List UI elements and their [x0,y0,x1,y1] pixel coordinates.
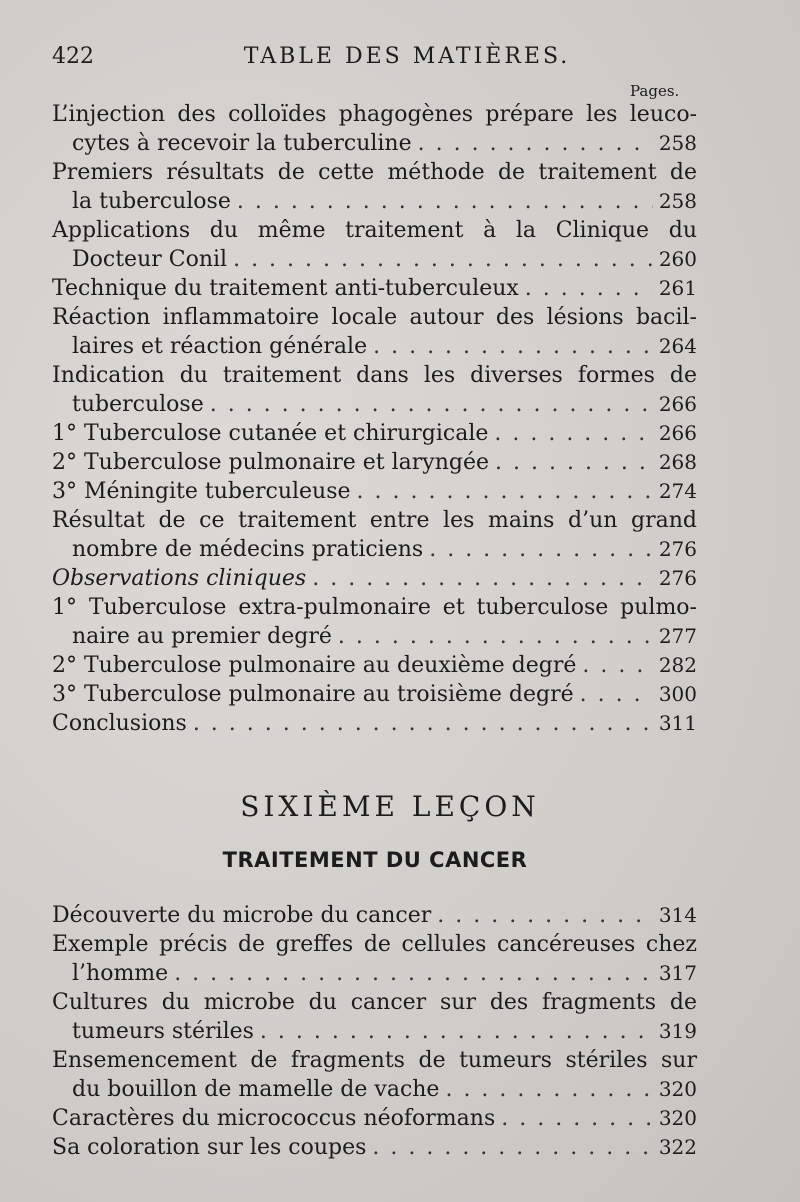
dot-leader [373,332,653,361]
toc-entry [52,564,697,593]
toc-entry-final-line [52,622,697,651]
dot-leader [437,901,653,930]
toc-entry-final-line [52,332,697,361]
toc-entry-title: Observations cliniques [52,566,307,591]
toc-entry-page-number: 268 [658,450,697,474]
toc-entry-title: Technique du traitement anti-tuberculeux [52,276,519,301]
toc-entry [52,1104,697,1133]
pages-column-label: Pages. [630,82,680,100]
toc-entry-title: du bouillon de mamelle de vache [72,1077,440,1102]
toc-entry-final-line [52,448,697,477]
toc-list-tuberculosis [52,100,697,738]
toc-entry [52,100,697,158]
toc-entry [52,1046,697,1104]
toc-list-cancer [52,901,697,1162]
dot-leader [210,390,653,419]
toc-entry [52,419,697,448]
toc-entry-page-number: 282 [658,653,697,677]
toc-entry-page-number: 317 [658,961,697,985]
toc-entry-page-number: 266 [658,421,697,445]
toc-entry-text-line: Exemple précis de greffes de cellules cancéreuses chez [52,932,697,957]
toc-entry-title: Découverte du microbe du cancer [52,903,432,928]
dot-leader [174,959,653,988]
dot-leader [582,651,652,680]
toc-entry-page-number: 266 [658,392,697,416]
toc-entry-text-line: 1° Tuberculose extra-pulmonaire et tuberculose pulmo- [52,595,697,620]
toc-entry-text-line: Réaction inflammatoire locale autour des lésions bacil- [52,305,697,330]
dot-leader [429,535,653,564]
toc-entry-text-line: Indication du traitement dans les diverses formes de [52,363,697,388]
toc-entry-final-line [52,1017,697,1046]
toc-entry-title: 3° Méningite tuberculeuse [52,479,351,504]
toc-entry-title: 1° Tuberculose cutanée et chirurgicale [52,421,489,446]
toc-entry-title: l’homme [72,961,169,986]
dot-leader [580,680,653,709]
dot-leader [260,1017,653,1046]
toc-entry [52,506,697,564]
dot-leader [445,1075,652,1104]
running-title: TABLE DES MATIÈRES. [243,44,571,69]
toc-entry-title: 2° Tuberculose pulmonaire et laryngée [52,450,490,475]
toc-entry-title: Conclusions [52,711,187,736]
toc-entry-title: laires et réaction générale [72,334,368,359]
toc-entry-final-line [52,1075,697,1104]
section-title: TRAITEMENT DU CANCER [222,848,528,872]
toc-entry-page-number: 276 [658,537,697,561]
dot-leader [357,477,653,506]
dot-leader [372,1133,652,1162]
toc-entry-title: tuberculose [72,392,204,417]
toc-entry-page-number: 260 [658,247,697,271]
toc-entry-final-line [52,129,697,158]
toc-entry [52,988,697,1046]
dot-leader [501,1104,653,1133]
toc-entry-page-number: 311 [658,711,697,735]
dot-leader [312,564,653,593]
dot-leader [193,709,653,738]
toc-entry-page-number: 274 [658,479,697,503]
toc-entry-final-line [52,959,697,988]
toc-entry-title: 3° Tuberculose pulmonaire au troisième degré [52,682,574,707]
dot-leader [525,274,653,303]
toc-entry-title: nombre de médecins praticiens [72,537,424,562]
toc-entry-final-line [52,1104,697,1133]
page-number: 422 [52,44,94,69]
toc-entry-page-number: 322 [658,1135,697,1159]
toc-entry-final-line [52,564,697,593]
toc-entry-final-line [52,390,697,419]
toc-entry-page-number: 276 [658,566,697,590]
toc-entry-text-line: Applications du même traitement à la Clinique du [52,218,697,243]
toc-entry-final-line [52,245,697,274]
toc-entry-final-line [52,709,697,738]
toc-entry-final-line [52,651,697,680]
toc-entry-title: Docteur Conil [72,247,228,272]
toc-entry [52,477,697,506]
toc-entry-page-number: 300 [658,682,697,706]
toc-entry-title: Caractères du micrococcus néoformans [52,1106,496,1131]
toc-entry-text-line: L’injection des colloïdes phagogènes prépare les leuco- [52,102,697,127]
lecon-title: SIXIÈME LEÇON [240,790,540,823]
toc-entry-title: la tuberculose [72,189,231,214]
toc-entry [52,216,697,274]
toc-entry-title: Sa coloration sur les coupes [52,1135,367,1160]
toc-entry-page-number: 258 [658,131,697,155]
toc-entry-text-line: Cultures du microbe du cancer sur des fragments de [52,990,697,1015]
dot-leader [233,245,653,274]
dot-leader [494,419,652,448]
toc-entry-page-number: 320 [658,1106,697,1130]
toc-entry [52,709,697,738]
toc-entry [52,361,697,419]
toc-entry-page-number: 319 [658,1019,697,1043]
toc-entry-page-number: 320 [658,1077,697,1101]
toc-entry-final-line [52,477,697,506]
toc-entry-final-line [52,187,697,216]
toc-entry [52,680,697,709]
toc-entry [52,158,697,216]
toc-entry-final-line [52,274,697,303]
toc-entry [52,930,697,988]
toc-entry-final-line [52,680,697,709]
toc-entry-title: naire au premier degré [72,624,332,649]
toc-entry [52,303,697,361]
toc-entry-page-number: 261 [658,276,697,300]
toc-entry-page-number: 314 [658,903,697,927]
toc-entry-title: cytes à recevoir la tuberculine [72,131,412,156]
toc-entry-final-line [52,535,697,564]
toc-entry [52,901,697,930]
toc-entry [52,1133,697,1162]
toc-entry-page-number: 277 [658,624,697,648]
toc-entry-page-number: 264 [658,334,697,358]
toc-entry-final-line [52,1133,697,1162]
dot-leader [237,187,653,216]
toc-entry-text-line: Premiers résultats de cette méthode de traitement de [52,160,697,185]
toc-entry-final-line [52,419,697,448]
toc-entry-text-line: Résultat de ce traitement entre les mains d’un grand [52,508,697,533]
toc-entry-title: tumeurs stériles [72,1019,254,1044]
toc-entry-page-number: 258 [658,189,697,213]
toc-entry-title: 2° Tuberculose pulmonaire au deuxième degré [52,653,577,678]
toc-entry-final-line [52,901,697,930]
toc-entry-text-line: Ensemencement de fragments de tumeurs stériles sur [52,1048,697,1073]
toc-entry [52,448,697,477]
dot-leader [418,129,653,158]
dot-leader [495,448,653,477]
toc-entry [52,274,697,303]
toc-entry [52,651,697,680]
toc-entry [52,593,697,651]
dot-leader [338,622,653,651]
page-header [52,44,702,78]
